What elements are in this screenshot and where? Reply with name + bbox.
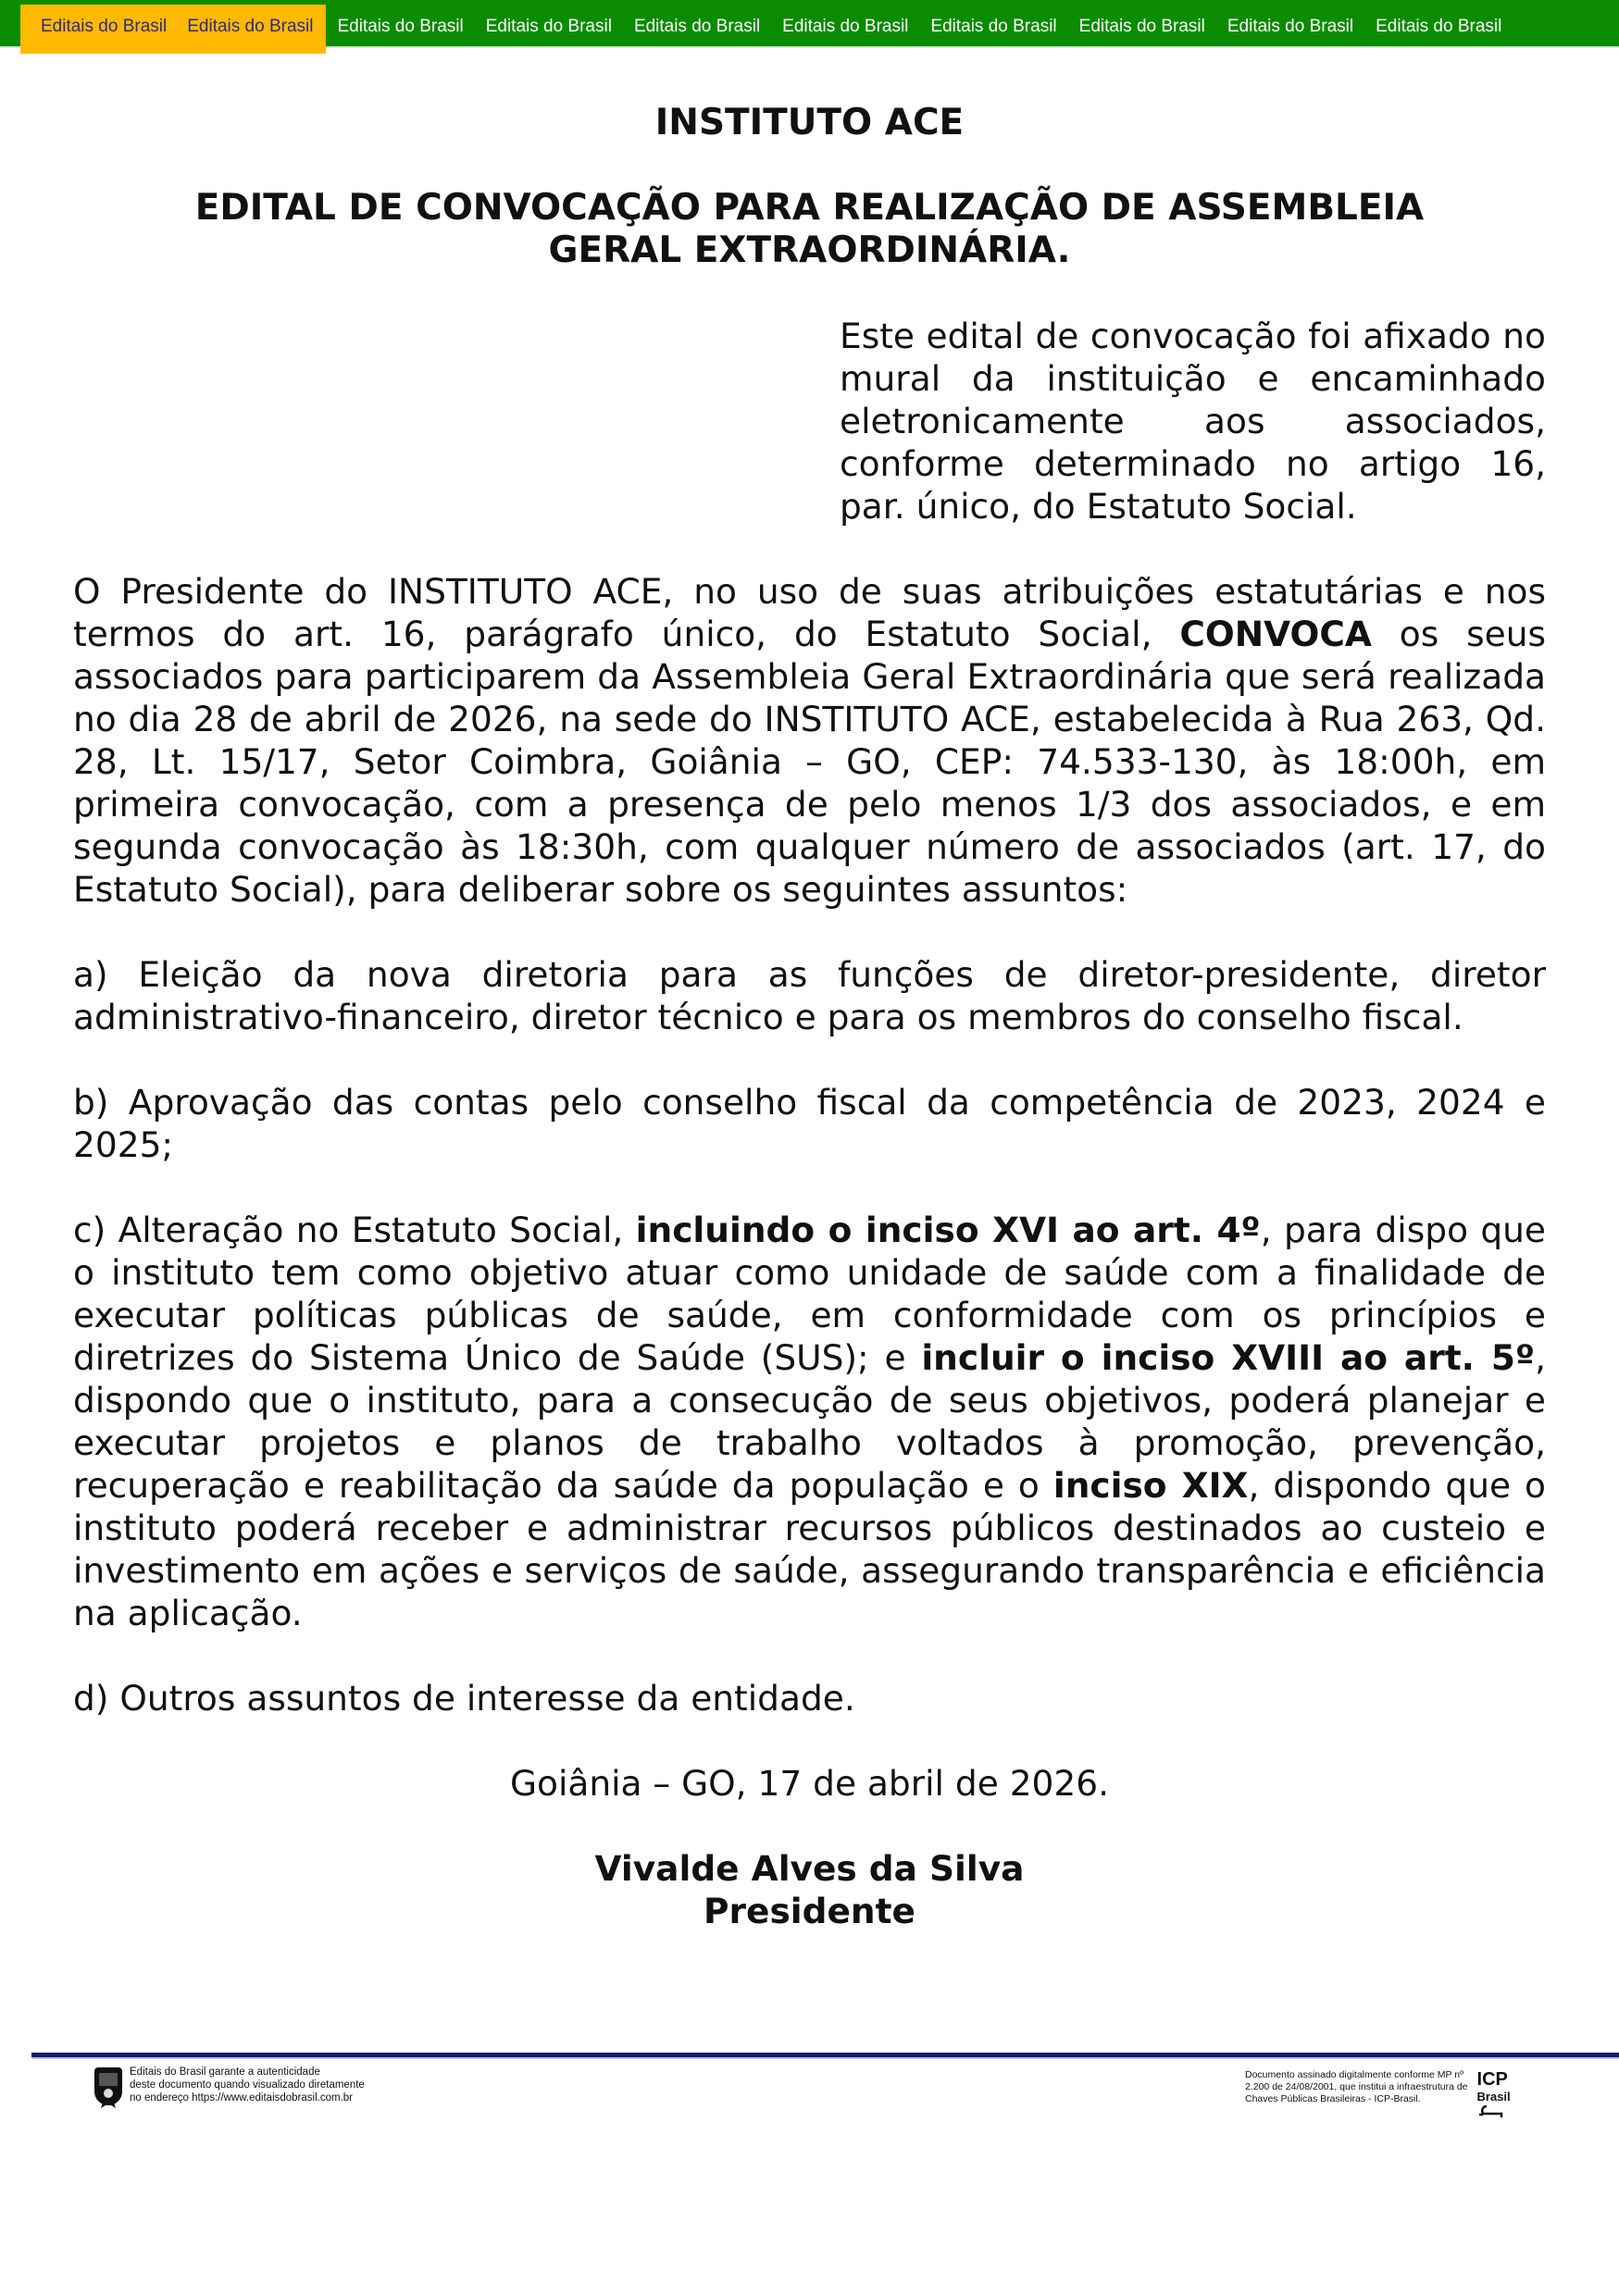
footer-text: Documento assinado digitalmente conforme MP nº (1245, 2069, 1463, 2080)
text: os seus associados para participarem da Assembleia Geral Extraordinária que será realizada no dia 28 de abril de 2026, na sede do INSTITUTO ACE, estabelecida à Rua 263, Qd. 28, Lt. 15/17, Setor Coimbra, Goiânia – GO, CEP: 74.533-130, às 18:00h, em primeira convocação, com a presença de pelo menos 1/3 dos associados, e em segunda convocação às 18:30h, com qualquer número de associados (art. 17, do Estatuto Social), para deliberar sobre os seguintes assuntos: (73, 614, 1546, 910)
certificate-ribbon-icon (93, 2066, 124, 2108)
posting-note: Este edital de convocação foi afixado no mural da instituição e encaminhado eletronicamente aos associados, conforme determinado no artigo 16, par. único, do Estatuto Social. (840, 316, 1546, 527)
bold-text: incluindo o inciso XVI ao art. 4º (635, 1210, 1261, 1250)
text: c) Alteração no Estatuto Social, (73, 1210, 636, 1250)
key-icon (1477, 2104, 1505, 2118)
text: O Presidente do INSTITUTO ACE, no uso de suas atribuições estatutárias e nos termos do art. 16, parágrafo único, do Estatuto Social, (73, 571, 1546, 654)
convocation-paragraph (73, 570, 1546, 911)
top-navigation-bar (0, 0, 1619, 48)
authenticity-notice (93, 2066, 365, 2108)
agenda-item-a: a) Eleição da nova diretoria para as funções de diretor-presidente, diretor administrativo-financeiro, diretor técnico e para os membros do conselho fiscal. (73, 954, 1546, 1037)
footer-text: Editais do Brasil garante a autenticidade (130, 2066, 320, 2078)
document-date: Goiânia – GO, 17 de abril de 2026. (509, 1763, 1110, 1804)
footer-divider (31, 2053, 1619, 2059)
footer-text: Chaves Públicas Brasileiras - ICP-Brasil. (1245, 2093, 1421, 2104)
text: , para dispo que o instituto tem como objetivo atuar como unidade de saúde com a finalidade de executar políticas públicas de saúde, em conformidade com os princípios e diretrizes do Sistema Único de Saúde (SUS); e (73, 1210, 1547, 1378)
document-title: INSTITUTO ACE (654, 102, 965, 143)
bold-text: incluir o inciso XVIII ao art. 5º (921, 1337, 1536, 1378)
footer-text: deste documento quando visualizado diretamente (130, 2079, 365, 2091)
signature-block (73, 1847, 1546, 1932)
icp-logo-text: Brasil (1476, 2090, 1511, 2104)
active-link-highlight (20, 5, 326, 54)
agenda-item-b: b) Aprovação das contas pelo conselho fiscal da competência de 2023, 2024 e 2025; (73, 1082, 1546, 1165)
nav-link[interactable]: Editais do Brasil (1227, 17, 1354, 36)
digital-signature-notice (1245, 2069, 1511, 2118)
text: , dispondo que o instituto poderá receber e administrar recursos públicos destinados ao custeio e investimento em ações e serviços de saúde, assegurando transparência e eficiência na aplicação. (73, 1465, 1547, 1633)
nav-link[interactable]: Editais do Brasil (782, 17, 909, 36)
bold-text: CONVOCA (1179, 614, 1372, 654)
footer-text: 2.200 de 24/08/2001, que institui a infraestrutura de (1245, 2081, 1468, 2092)
bold-text: inciso XIX (1052, 1465, 1249, 1506)
nav-links (326, 0, 1501, 37)
nav-link[interactable]: Editais do Brasil (930, 17, 1057, 36)
nav-link[interactable]: Editais do Brasil (485, 17, 612, 36)
text: , dispondo que o instituto, para a consecução de seus objetivos, poderá planejar e executar projetos e planos de trabalho voltados à promoção, prevenção, recuperação e reabilitação da saúde da população e o (73, 1337, 1546, 1506)
footer-text: no endereço https://www.editaisdobrasil.com.br (130, 2092, 353, 2104)
document-body (73, 102, 1546, 1932)
nav-link[interactable]: Editais do Brasil (1376, 17, 1502, 36)
agenda-item-c (73, 1209, 1546, 1634)
nav-link[interactable]: Editais do Brasil (633, 17, 761, 36)
footer (0, 2053, 1619, 2154)
signer-role: Presidente (704, 1891, 915, 1931)
nav-link[interactable]: Editais do Brasil (187, 17, 314, 36)
icp-logo-text: ICP (1476, 2069, 1508, 2090)
icp-brasil-logo (1477, 2069, 1511, 2118)
nav-link[interactable]: Editais do Brasil (41, 17, 168, 36)
document-heading: EDITAL DE CONVOCAÇÃO PARA REALIZAÇÃO DE ASSEMBLEIA GERAL EXTRAORDINÁRIA. (194, 187, 1425, 271)
nav-link[interactable]: Editais do Brasil (1078, 17, 1205, 36)
signer-name: Vivalde Alves da Silva (594, 1848, 1025, 1889)
agenda-item-d: d) Outros assuntos de interesse da entidade. (73, 1678, 855, 1719)
nav-link[interactable]: Editais do Brasil (337, 17, 464, 36)
